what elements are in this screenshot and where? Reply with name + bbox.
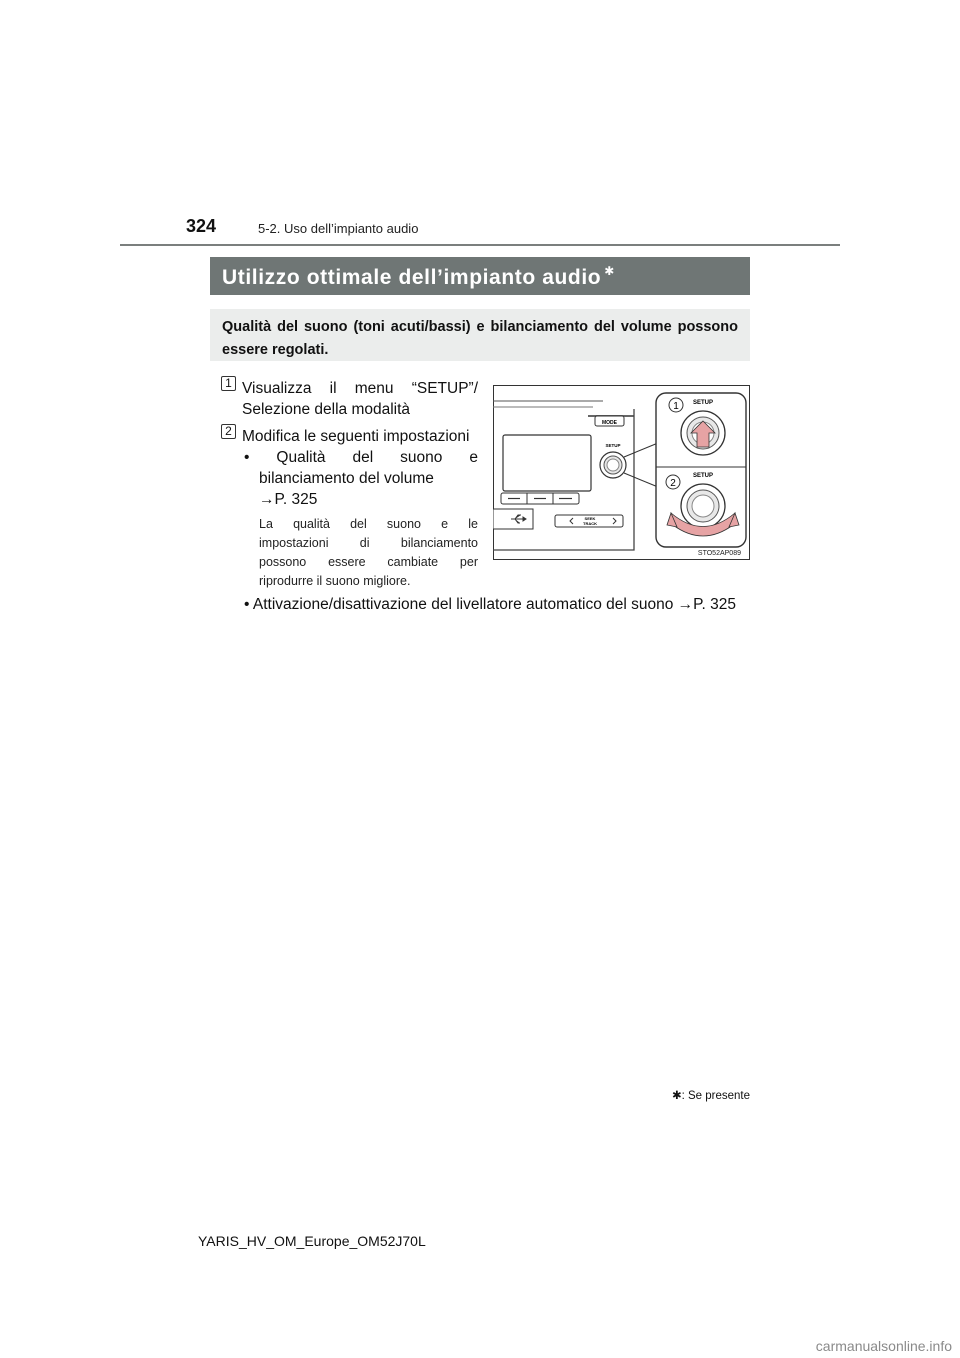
callout-2-number: 2 — [670, 478, 676, 489]
callout-1-number: 1 — [673, 401, 679, 412]
note-line-4: riprodurre il suono migliore. — [259, 574, 411, 588]
section-label: 5-2. Uso dell’impianto audio — [258, 221, 419, 236]
header-divider — [120, 244, 840, 246]
mode-label: MODE — [602, 420, 617, 426]
step-2-text: Modifica le seguenti impostazioni — [242, 428, 470, 445]
callout-2-label: SETUP — [692, 473, 714, 479]
bullet-auto-leveler: • Attivazione/disattivazione del livellatore automatico del suono →P. 325 — [244, 596, 736, 613]
footnote-mark: ✱ — [671, 1090, 682, 1102]
document-id: YARIS_HV_OM_Europe_OM52J70L — [198, 1233, 426, 1249]
section-title-bar — [210, 257, 750, 295]
note-line-1: La qualità del suono e le — [259, 517, 478, 531]
note-line-2: impostazioni di bilanciamento — [259, 536, 478, 550]
step-1-line-2: Selezione della modalità — [242, 401, 411, 418]
footnote-text: : Se presente — [681, 1090, 750, 1102]
optional-equipment-mark: ✱ — [604, 264, 615, 278]
display-screen — [503, 435, 591, 491]
bullet-sound-quality-line-1: • Qualità del suono e — [244, 449, 478, 466]
step-1-line-1: Visualizza il menu “SETUP”/ — [242, 380, 478, 397]
page-reference-link[interactable]: →P. 325 — [259, 491, 318, 508]
seek-label: SEEK — [584, 516, 596, 521]
footnote — [672, 1088, 750, 1102]
section-title: Utilizzo ottimale dell’impianto audio — [222, 266, 602, 289]
audio-unit-illustration — [493, 385, 750, 560]
figure-id: STO52AP089 — [697, 550, 741, 557]
step-1-badge: 1 — [221, 376, 236, 391]
intro-box: Qualità del suono (toni acuti/bassi) e bilanciamento del volume possono essere regolati. — [210, 309, 750, 361]
setup-label: SETUP — [605, 443, 621, 448]
watermark: carmanualsonline.info — [815, 1338, 952, 1354]
callout-1-label: SETUP — [692, 400, 714, 406]
page-number: 324 — [186, 216, 217, 236]
bullet-sound-quality-line-2: bilanciamento del volume — [259, 470, 434, 487]
step-2-badge: 2 — [221, 424, 236, 439]
note-line-3: possono essere cambiate per — [259, 555, 478, 569]
track-label: TRACK — [583, 521, 597, 526]
